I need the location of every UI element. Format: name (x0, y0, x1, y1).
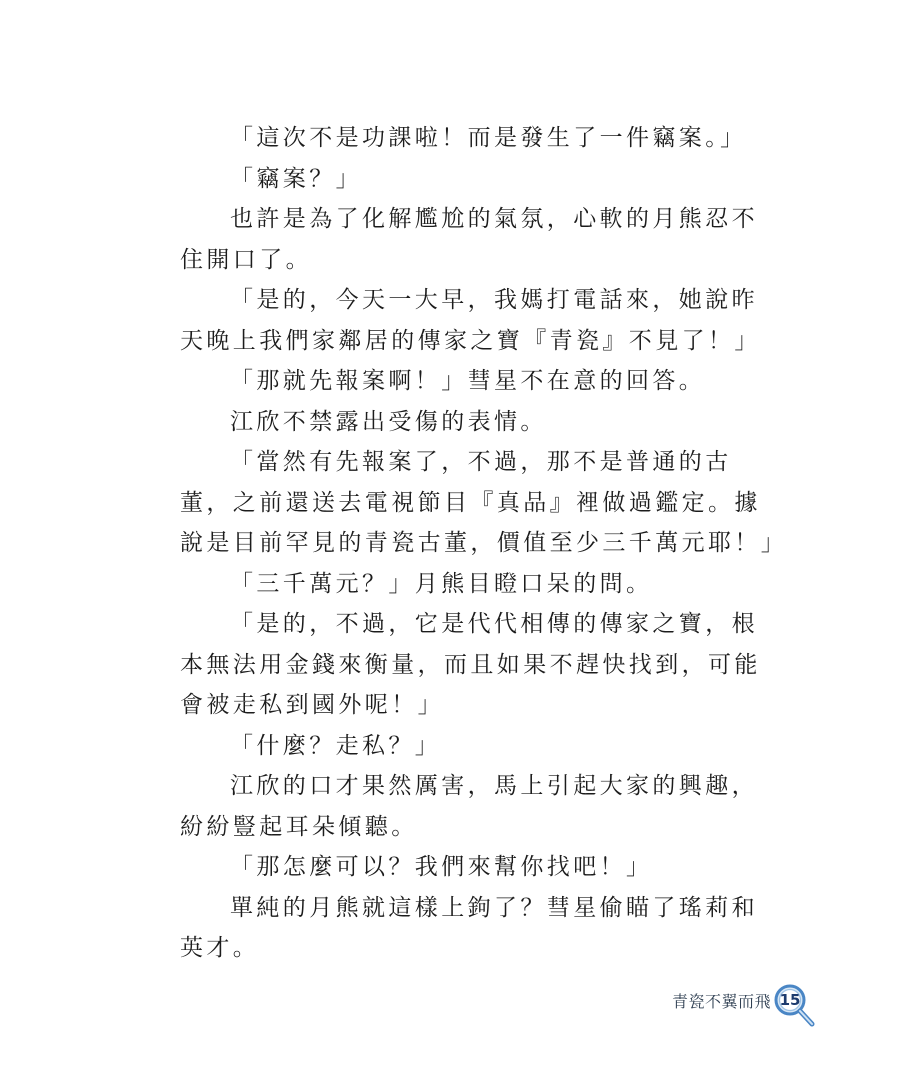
paragraph: 「那就先報案啊！」彗星不在意的回答。 (230, 368, 706, 394)
paragraph: 「三千萬元？」月熊目瞪口呆的問。 (230, 570, 653, 597)
paragraph: 「是的，不過，它是代代相傳的傳家之寶，根本無法用金錢來衡量，而且如果不趕快找到，可能會被走私到國外呢！」 (180, 611, 761, 718)
paragraph: 「當然有先報案了，不過，那不是普通的古董，之前還送去電視節目『真品』裡做過鑑定。據說是目前罕見的青瓷古董，價值至少三千萬元耶！」 (180, 449, 788, 556)
paragraph: 江欣不禁露出受傷的表情。 (230, 408, 547, 435)
paragraph: 「竊案？」 (230, 165, 362, 192)
paragraph: 「那怎麼可以？我們來幫你找吧！」 (230, 854, 653, 880)
paragraph: 「這次不是功課啦！而是發生了一件竊案。」 (230, 125, 747, 151)
page-footer (672, 983, 832, 1023)
running-title: 青瓷不翼而飛 (672, 992, 772, 1011)
paragraph: 單純的月熊就這樣上鉤了？彗星偷瞄了瑤莉和英才。 (180, 894, 758, 961)
body-text (180, 118, 788, 969)
paragraph: 「什麼？走私？」 (230, 732, 442, 759)
page-number: 15 (779, 991, 801, 1009)
paragraph: 「是的，今天一大早，我媽打電話來，她說昨天晚上我們家鄰居的傳家之寶『青瓷』不見了！」 (180, 287, 761, 354)
paragraph: 也許是為了化解尷尬的氣氛，心軟的月熊忍不住開口了。 (180, 206, 758, 273)
paragraph: 江欣的口才果然厲害，馬上引起大家的興趣，紛紛豎起耳朵傾聽。 (180, 773, 758, 840)
